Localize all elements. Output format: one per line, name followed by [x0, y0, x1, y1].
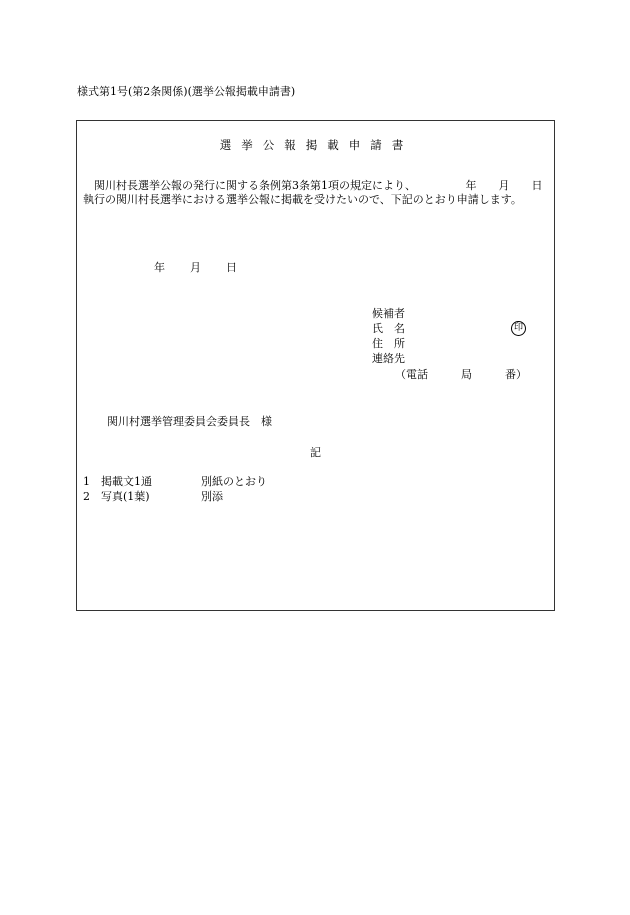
date-month: 月 — [190, 261, 201, 274]
list-item-value: 別紙のとおり — [201, 475, 267, 488]
seal-icon: 印 — [511, 321, 526, 336]
date-year: 年 — [154, 261, 165, 274]
address-label: 住 所 — [372, 337, 405, 350]
list-item-value: 別添 — [201, 490, 223, 503]
seal-mark — [511, 320, 526, 336]
form-title: 選挙公報掲載申請書 — [219, 138, 414, 152]
list-item-number: 1 — [83, 475, 90, 488]
list-item-number: 2 — [83, 490, 90, 503]
date-day: 日 — [226, 261, 237, 274]
form-caption: 様式第1号(第2条関係)(選挙公報掲載申請書) — [77, 85, 296, 98]
contact-label: 連絡先 — [372, 352, 405, 365]
ki-heading: 記 — [310, 446, 321, 459]
body-paragraph: 関川村長選挙公報の発行に関する条例第3条第1項の規定により、 年 月 日執行の関川村長選挙における選挙公報に掲載を受けたいので、下記のとおり申請します。 — [83, 179, 543, 206]
list-item-label: 写真(1葉) — [101, 490, 150, 503]
list-item-label: 掲載文1通 — [101, 475, 152, 488]
candidate-label: 候補者 — [372, 307, 405, 320]
phone-line: （電話 局 番） — [395, 368, 527, 381]
name-label: 氏 名 — [372, 322, 405, 335]
addressee: 関川村選挙管理委員会委員長 様 — [107, 415, 272, 428]
application-form — [76, 120, 555, 611]
